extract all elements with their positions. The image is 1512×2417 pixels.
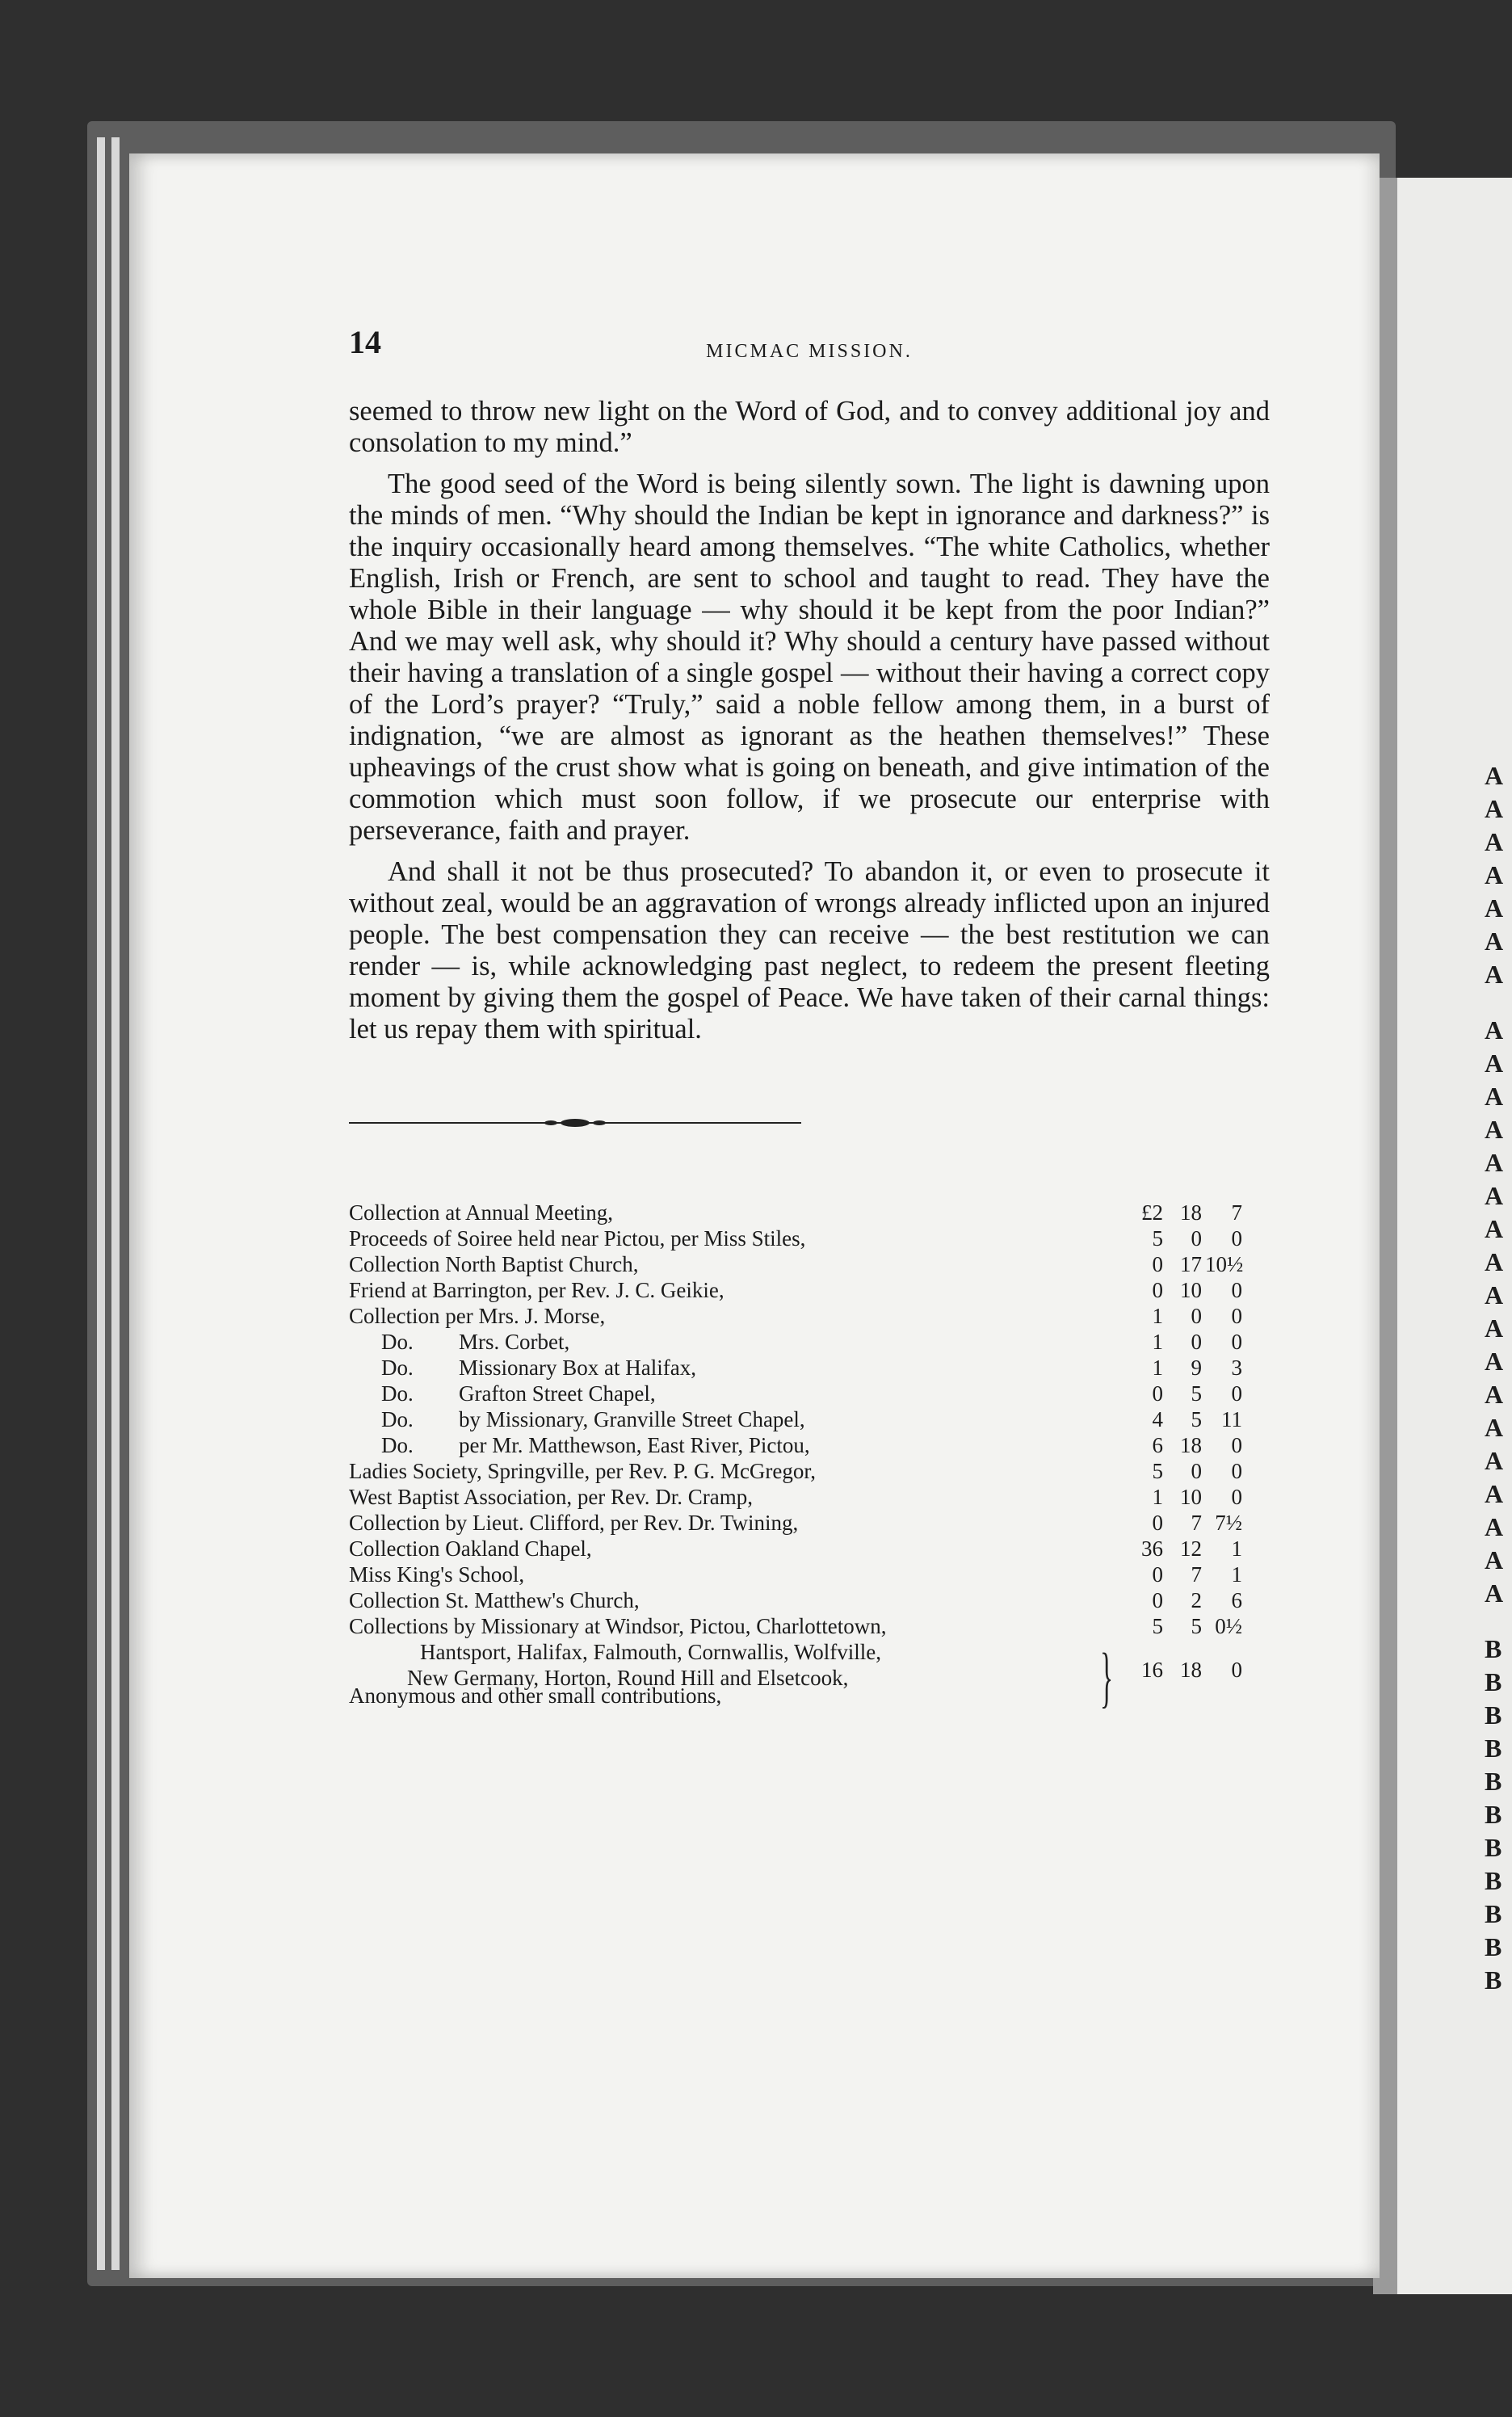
contributions-ledger	[349, 1200, 1270, 1715]
facing-page-letter: B	[1485, 1734, 1502, 1763]
ledger-label	[349, 1510, 798, 1536]
ledger-row	[349, 1277, 1270, 1303]
shillings-value: 12	[1180, 1536, 1202, 1561]
ditto-mark: Do.	[381, 1330, 414, 1354]
pence-value: 1	[1231, 1562, 1242, 1587]
pounds-value: 1	[1152, 1356, 1163, 1380]
facing-page-letter: B	[1485, 1965, 1502, 1995]
pence-value: 6	[1231, 1588, 1242, 1612]
facing-page-letter: A	[1485, 1545, 1504, 1574]
pence-value: 0	[1231, 1330, 1242, 1354]
paragraph: seemed to throw new light on the Word of God, and to convey additional joy and consolation to my mind.”	[349, 396, 1270, 458]
ledger-row	[349, 1510, 1270, 1536]
facing-page-letter: A	[1485, 761, 1504, 790]
facing-page-letter: A	[1485, 1115, 1504, 1144]
facing-page-letter: A	[1485, 1380, 1504, 1409]
ledger-row	[349, 1355, 1270, 1381]
pounds-value: £2	[1141, 1200, 1163, 1225]
pounds-value: 36	[1141, 1536, 1163, 1561]
facing-page-letter: A	[1485, 1578, 1504, 1608]
shillings-value: 18	[1180, 1658, 1202, 1682]
pounds-value: 5	[1152, 1459, 1163, 1483]
pounds-value: 0	[1152, 1588, 1163, 1612]
pounds-value: 0	[1152, 1381, 1163, 1406]
pounds-value: 0	[1152, 1252, 1163, 1276]
ledger-label	[349, 1225, 805, 1251]
pence-value: 0	[1231, 1304, 1242, 1328]
ledger-label	[349, 1484, 753, 1510]
facing-page-letter: B	[1485, 1767, 1502, 1796]
facing-page-letter: A	[1485, 1082, 1504, 1111]
ledger-label	[381, 1355, 696, 1381]
ledger-row	[349, 1381, 1270, 1406]
ledger-label-text: per Mr. Matthewson, East River, Pictou,	[459, 1433, 810, 1457]
ledger-label	[349, 1200, 613, 1225]
paragraph: The good seed of the Word is being silently sown. The light is dawning upon the minds of men. “Why should the Indian be kept in ignorance and darkness?” is the inquiry occasionally heard among themselves. “The white Catholics, whether English, Irish or French, are sent to school and taught to read. They have the whole Bible in their language — why should it be kept from the poor Indian?” And we may well ask, why should it? Why should a century have passed without their having a translation of a single gospel — without their having a correct copy of the Lord’s prayer? “Truly,” said a noble fellow among them, in a burst of indignation, “we are almost as ignorant as the heathen themselves!” These upheavings of the crust show what is going on beneath, and give intimation of the commotion which must soon follow, if we prosecute our enterprise with perseverance, faith and prayer.	[349, 469, 1270, 846]
pounds-value: 16	[1141, 1658, 1163, 1682]
ledger-row	[349, 1458, 1270, 1484]
ledger-label-text: Collection by Lieut. Clifford, per Rev. Dr. Twining,	[349, 1511, 799, 1535]
ledger-label	[349, 1587, 640, 1613]
pence-value: 0	[1231, 1658, 1242, 1682]
shillings-value: 9	[1191, 1356, 1202, 1380]
ledger-label-text: Collection St. Matthew's Church,	[349, 1588, 640, 1612]
ledger-label	[349, 1277, 724, 1303]
brace-mark: }	[1100, 1640, 1114, 1715]
facing-page-letter: A	[1485, 1446, 1504, 1475]
pounds-value: 1	[1152, 1304, 1163, 1328]
pence-value: 0	[1231, 1226, 1242, 1251]
pounds-value: 6	[1152, 1433, 1163, 1457]
ditto-mark: Do.	[381, 1356, 414, 1380]
facing-page-letter: A	[1485, 960, 1504, 989]
pounds-value: 0	[1152, 1562, 1163, 1587]
facing-page-letter: A	[1485, 1413, 1504, 1442]
ledger-label	[349, 1251, 638, 1277]
shillings-value: 18	[1180, 1200, 1202, 1225]
shillings-value: 0	[1191, 1330, 1202, 1354]
page-number: 14	[349, 324, 381, 360]
pounds-value: 5	[1152, 1226, 1163, 1251]
pence-value: 0	[1231, 1278, 1242, 1302]
ledger-row	[349, 1251, 1270, 1277]
pence-value: 10½	[1205, 1252, 1244, 1276]
ledger-label-text: Collection North Baptist Church,	[349, 1252, 639, 1276]
facing-page-letter: A	[1485, 794, 1504, 823]
pence-value: 0	[1231, 1459, 1242, 1483]
facing-page-letter: A	[1485, 1247, 1504, 1276]
ledger-row	[349, 1432, 1270, 1458]
facing-page-letter: B	[1485, 1700, 1502, 1730]
facing-page-letters	[1485, 759, 1512, 1997]
shillings-value: 10	[1180, 1278, 1202, 1302]
shillings-value: 18	[1180, 1433, 1202, 1457]
ledger-label	[381, 1381, 656, 1406]
pounds-value: 4	[1152, 1407, 1163, 1431]
ledger-label-text: Mrs. Corbet,	[459, 1330, 570, 1354]
ledger-label	[349, 1562, 524, 1587]
ledger-label-line: Hantsport, Halifax, Falmouth, Cornwallis, Wolfville,	[420, 1640, 882, 1664]
facing-page-letter: A	[1485, 1314, 1504, 1343]
facing-page-letter: A	[1485, 1015, 1504, 1045]
facing-page-letter: A	[1485, 1049, 1504, 1078]
facing-page-letter: A	[1485, 860, 1504, 889]
ledger-label	[349, 1458, 816, 1484]
ledger-row	[349, 1200, 1270, 1225]
shillings-value: 5	[1191, 1407, 1202, 1431]
pence-value: 0	[1231, 1433, 1242, 1457]
shillings-value: 0	[1191, 1304, 1202, 1328]
facing-page-letter: A	[1485, 1148, 1504, 1177]
facing-page-letter: B	[1485, 1634, 1502, 1663]
page-stack-edge	[111, 137, 120, 2270]
pounds-value: 5	[1152, 1614, 1163, 1638]
ditto-mark: Do.	[381, 1407, 414, 1431]
ledger-label-line: New Germany, Horton, Round Hill and Elsetcook,	[407, 1666, 849, 1690]
ledger-label-text: Grafton Street Chapel,	[459, 1381, 656, 1406]
shillings-value: 2	[1191, 1588, 1202, 1612]
shillings-value: 5	[1191, 1381, 1202, 1406]
ledger-row	[349, 1329, 1270, 1355]
ledger-label	[381, 1432, 810, 1458]
facing-page-letter: A	[1485, 1214, 1504, 1243]
shillings-value: 7	[1191, 1562, 1202, 1587]
page-stack-edge	[97, 137, 105, 2270]
ledger-label-text: Friend at Barrington, per Rev. J. C. Geikie,	[349, 1278, 724, 1302]
facing-page-letter: A	[1485, 1479, 1504, 1508]
facing-page-letter: A	[1485, 1280, 1504, 1309]
pence-value: 3	[1231, 1356, 1242, 1380]
page-content	[349, 323, 1270, 1715]
shillings-value: 17	[1180, 1252, 1202, 1276]
ledger-label	[349, 1303, 605, 1329]
shillings-value: 7	[1191, 1511, 1202, 1535]
ledger-row	[349, 1225, 1270, 1251]
ledger-label-text: Collection at Annual Meeting,	[349, 1200, 613, 1225]
pounds-value: 0	[1152, 1511, 1163, 1535]
facing-page-letter: B	[1485, 1899, 1502, 1928]
facing-page-letter: A	[1485, 927, 1504, 956]
ledger-label-line: Collections by Missionary at Windsor, Pictou, Charlottetown,	[349, 1614, 887, 1638]
ledger-row	[349, 1587, 1270, 1613]
facing-page-letter: B	[1485, 1932, 1502, 1961]
pounds-value: 1	[1152, 1485, 1163, 1509]
page-header	[349, 323, 1270, 372]
facing-page-letter: B	[1485, 1833, 1502, 1862]
pence-value: 0½	[1215, 1614, 1242, 1638]
ledger-label	[381, 1329, 569, 1355]
pence-value: 11	[1221, 1407, 1242, 1431]
pence-value: 1	[1231, 1536, 1242, 1561]
pence-value: 0	[1231, 1485, 1242, 1509]
facing-page-letter: A	[1485, 893, 1504, 923]
ledger-label-text: Missionary Box at Halifax,	[459, 1356, 696, 1380]
paragraph: And shall it not be thus prosecuted? To abandon it, or even to prosecute it without zeal, would be an aggravation of wrongs already inflicted upon an injured people. The best compensation they can receive — the best restitution we can render — is, while acknowledging past neglect, to redeem the present fleeting moment by giving them the gospel of Peace. We have taken of their carnal things: let us repay them with spiritual.	[349, 856, 1270, 1045]
ledger-label	[381, 1406, 805, 1432]
ledger-label	[349, 1536, 592, 1562]
ledger-label-text: Miss King's School,	[349, 1562, 525, 1587]
shillings-value: 10	[1180, 1485, 1202, 1509]
shillings-value: 0	[1191, 1459, 1202, 1483]
facing-page-letter: A	[1485, 1347, 1504, 1376]
ledger-label-text: Proceeds of Soiree held near Pictou, per Miss Stiles,	[349, 1226, 806, 1251]
ledger-label: Anonymous and other small contributions,	[349, 1683, 722, 1708]
body-text	[349, 396, 1270, 1045]
ledger-label-text: Collection Oakland Chapel,	[349, 1536, 592, 1561]
ledger-row	[349, 1562, 1270, 1587]
ledger-label-text: by Missionary, Granville Street Chapel,	[459, 1407, 805, 1431]
pounds-value: 1	[1152, 1330, 1163, 1354]
ornamental-rule	[349, 1115, 801, 1131]
ledger-row	[349, 1536, 1270, 1562]
pence-value: 7½	[1215, 1511, 1242, 1535]
ledger-label-text: Ladies Society, Springville, per Rev. P. G. McGregor,	[349, 1459, 817, 1483]
ledger-row	[349, 1683, 1270, 1709]
pounds-value: 0	[1152, 1278, 1163, 1302]
ledger-row	[349, 1406, 1270, 1432]
pence-value: 0	[1231, 1381, 1242, 1406]
ledger-row	[349, 1303, 1270, 1329]
ledger-label-text: Collection per Mrs. J. Morse,	[349, 1304, 606, 1328]
facing-page-letter: A	[1485, 827, 1504, 856]
spacer	[1485, 991, 1512, 1014]
facing-page-letter: A	[1485, 1512, 1504, 1541]
facing-page-letter: B	[1485, 1667, 1502, 1696]
shillings-value: 0	[1191, 1226, 1202, 1251]
spacer	[1485, 1610, 1512, 1633]
facing-page-letter: A	[1485, 1181, 1504, 1210]
ledger-label-text: West Baptist Association, per Rev. Dr. Cramp,	[349, 1485, 754, 1509]
ditto-mark: Do.	[381, 1381, 414, 1406]
running-title: MICMAC MISSION.	[706, 341, 913, 362]
shillings-value: 5	[1191, 1614, 1202, 1638]
ditto-mark: Do.	[381, 1433, 414, 1457]
pence-value: 7	[1231, 1200, 1242, 1225]
facing-page-letter: B	[1485, 1800, 1502, 1829]
facing-page-letter: B	[1485, 1866, 1502, 1895]
ledger-row	[349, 1484, 1270, 1510]
